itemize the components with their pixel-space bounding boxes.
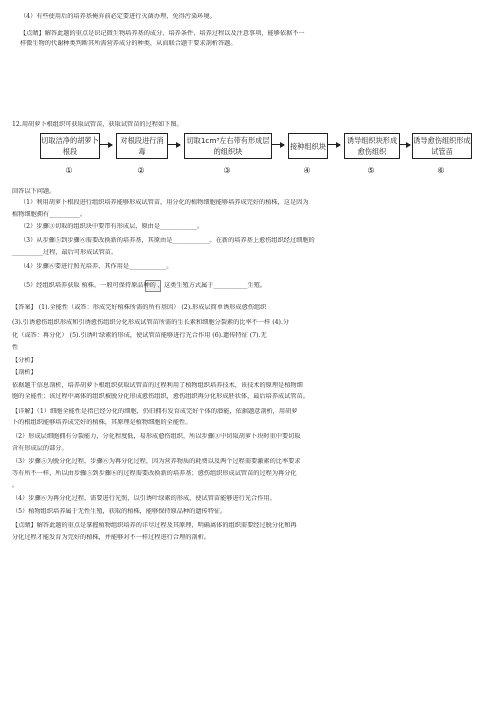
section-heading: 【剖析】 — [12, 369, 37, 376]
step-number: ① — [65, 166, 73, 175]
step-number: ② — [137, 166, 145, 175]
text-line: 样微生物的代谢种类判断其所需营养成分的种类，从而联合题干要求剖析答题。 — [20, 40, 237, 47]
text-line: __________过程，最后可形成试管苗。 — [12, 249, 118, 256]
flow-step-2: 对根段进行消毒 — [116, 133, 168, 159]
text-line: （3）从步骤⑤到步骤⑥需要改换新的培养基，其原由是____________。在新的培养基上愈伤组织经过细胞的 — [20, 237, 315, 244]
text-line: （4）步骤⑥为再分化过程，需要进行光照，以引诱叶绿素的形成，使试管苗能够进行光合作用。 — [12, 495, 276, 502]
answer-line: 化（或答：再分化） (5).引诱叶绿素的形成，使试管苗能够进行光合作用 (6).遗传特征 (7).无 — [12, 332, 267, 339]
text-line: （2）形成层细胞拥有分裂能力，分化程度低，易形成愈伤组织，所以步骤③中切取胡萝卜块时重中要切取 — [12, 433, 301, 440]
text-line: 【点睛】解答此题的重点是掌握植物组织培养的详尽过程及其原理，明确离体的组织需要经过脱分化和再 — [12, 522, 297, 529]
step-number: ⑥ — [437, 166, 445, 175]
text-line: 【详解】（1）细胞全能性是指已经分化的细胞，仍旧拥有发育成完好个体的潜能，依据题意剖析，用胡萝 — [12, 408, 298, 415]
text-line: 胞的全能性；该过程中离体的组织被脱分化形成愈伤组织，愈伤组织再分化形成胚状体，最后培养成试管苗。 — [12, 393, 309, 400]
answer-line: (3).引诱愈伤组织形成和引诱愈伤组织分化形成试管苗所需的生长素和细胞分裂素的比率不一样 (4).分 — [12, 319, 290, 326]
flow-step-1: 切取洁净的胡萝卜根段 — [40, 133, 100, 159]
flow-step-3: 切取1cm³左右带有形成层的组织块 — [184, 133, 272, 159]
text-line: 卜的根组织能够培养成完好的植株，其原理是植物细胞的全能性。 — [12, 419, 192, 426]
text-line: 依据题干信息剖析，培养胡萝卜根组织获取试管苗的过程利用了植物组织培养技术，该技术的原理是植物细 — [12, 382, 303, 389]
text-line: （5）经组织培养获取 植株，一般可保持原品种的 ，这类生殖方式属于___________生殖。 — [20, 282, 267, 289]
arrow-icon — [328, 144, 340, 145]
arrow-icon — [272, 144, 284, 145]
section-heading: 【分析】 — [12, 357, 37, 364]
process-flowchart — [40, 133, 471, 188]
step-number: ④ — [303, 166, 311, 175]
text-line: （4）有些使用后的培养基掩弃前必定要进行灭菌办理，免得污染环境。 — [20, 13, 216, 20]
answer-line: 性 — [12, 344, 19, 351]
text-line: （5）植物组织培养属于无性生殖，获取的植株，能够保持原品种的遗传特征。 — [12, 508, 227, 515]
text-line: 。 — [12, 482, 19, 489]
text-line: （4）步骤⑥要进行照光培养，其作用是____________。 — [20, 263, 173, 270]
flow-step-5: 诱导组织块形成愈伤组织 — [344, 133, 400, 159]
arrow-icon — [400, 144, 410, 145]
text-line: 【点睛】解答此题的重点是识记微生物培养基的成分、培养条件、培养过程以及注意事项，能够依据不一 — [20, 30, 305, 37]
step-number: ③ — [223, 166, 231, 175]
text-line: （1）利用胡萝卜根段进行组织培养能够形成试管苗，用分化的植物细胞能够培养成完好的植株，这是因为 — [20, 199, 309, 206]
question-title: 12.用胡萝卜根组织可获取试管苗，获取试管苗的过程如下图。 — [12, 121, 183, 128]
step-number: ⑤ — [367, 166, 375, 175]
text-line: 含有形成层的部分。 — [12, 445, 68, 452]
flow-step-4: 接种组织块 — [288, 133, 328, 159]
arrow-icon — [168, 144, 180, 145]
text-line: （3）步骤⑤为脱分化过程，步骤⑥为再分化过程，因为营养物质的耗费以及两个过程需要激素的比率要求 — [12, 458, 301, 465]
answer-line: 【答案】 (1).全能性（或答：形成完好植株所需的所有基因） (2).形成层简单诱形成愈伤组织 — [12, 304, 267, 311]
text-line: 分化过程才能发育为完好的植株，并能够对不一样过程进行合理的剖析。 — [12, 534, 210, 541]
flow-step-6: 诱导愈伤组织形成试管苗 — [412, 133, 472, 159]
text-line: 等有所不一样，所以由步骤⑤到步骤⑥的过程需要改换新的培养基；愈伤组织形成试管苗的过程为再分化 — [12, 470, 297, 477]
arrow-icon — [100, 144, 112, 145]
text-line: 植物细胞拥有__________。 — [12, 211, 87, 218]
text-line: （2）步骤③切取的组织块中要带有形成层，原由是____________。 — [20, 223, 204, 230]
text-line: 回答以下问题。 — [12, 188, 56, 195]
